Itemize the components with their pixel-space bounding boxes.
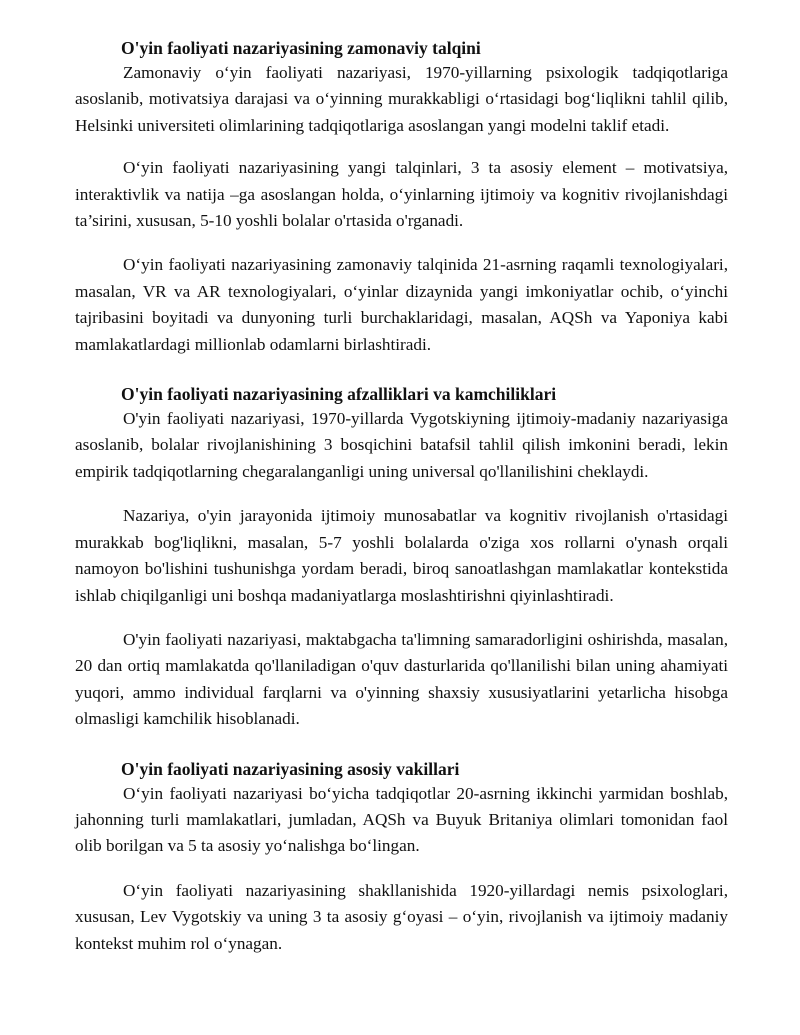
paragraph: O‘yin faoliyati nazariyasining yangi talqinlari, 3 ta asosiy element – motivatsiya, interaktivlik va natija –ga asoslangan holda, o‘yinlarning ijtimoiy va kognitiv rivojlanishdagi ta’sirini, xususan, 5-10 yoshli bolalar o'rtasida o'rganadi.	[75, 158, 728, 231]
paragraph: O'yin faoliyati nazariyasi, maktabgacha ta'limning samaradorligini oshirishda, masalan, 20 dan ortiq mamlakatda qo'llaniladigan o'quv dasturlarida qo'llanilishi bilan uning ahamiyati yuqori, ammo individual farqlarni va o'yinning shaxsiy xususiyatlarini yetarlicha hisobga olmasligi kamchilik hisoblanadi.	[75, 629, 728, 729]
paragraph: O'yin faoliyati nazariyasi, 1970-yillarda Vygotskiyning ijtimoiy-madaniy nazariyasiga asoslanib, bolalar rivojlanishining 3 bosqichini batafsil tahlil qilish imkonini beradi, lekin empirik tadqiqotlarning chegaralanganligi uning universal qo'llanilishini cheklaydi.	[75, 409, 728, 481]
paragraph: O‘yin faoliyati nazariyasining zamonaviy talqinida 21-asrning raqamli texnologiyalari, masalan, VR va AR texnologiyalari, o‘yinlar dizaynida yangi imkoniyatlar ochib, o‘yinchi tajribasini boyitadi va dunyoning turli burchaklaridagi, masalan, AQSh va Yaponiya kabi mamlakatlardagi millionlab odamlarni birlashtiradi.	[75, 255, 728, 354]
section-title-main-representatives: O'yin faoliyati nazariyasining asosiy vakillari	[121, 758, 460, 779]
section-title-modern-interpretation: O'yin faoliyati nazariyasining zamonaviy talqini	[121, 38, 481, 58]
paragraph: O‘yin faoliyati nazariyasi bo‘yicha tadqiqotlar 20-asrning ikkinchi yarmidan boshlab, jahonning turli mamlakatlari, jumladan, AQSh va Buyuk Britaniya olimlari tomonidan faol olib borilgan va 5 ta asosiy yo‘nalishga bo‘lingan.	[75, 783, 728, 856]
paragraph: Zamonaviy o‘yin faoliyati nazariyasi, 1970-yillarning psixologik tadqiqotlariga asoslanib, motivatsiya darajasi va o‘yinning murakkabligi o‘rtasidagi bog‘liqlikni tahlil qilib, Helsinki universiteti olimlarining tadqiqotlariga asoslangan yangi modelni taklif etadi.	[75, 63, 728, 135]
paragraph: O‘yin faoliyati nazariyasining shakllanishida 1920-yillardagi nemis psixologlari, xususan, Lev Vygotskiy va uning 3 ta asosiy g‘oyasi – o‘yin, rivojlanish va ijtimoiy madaniy kontekst muhim rol o‘ynagan.	[75, 880, 728, 953]
paragraph: Nazariya, o'yin jarayonida ijtimoiy munosabatlar va kognitiv rivojlanish o'rtasidagi murakkab bog'liqlikni, masalan, 5-7 yoshli bolalarda o'ziga xos rollarni o'ynash orqali namoyon bo'lishini tushunishga yordam beradi, biroq sanoatlashgan mamlakatlar kontekstida ishlab chiqilganligi uni boshqa madaniyatlarga moslashtirishni qiyinlashtiradi.	[75, 506, 728, 605]
section-title-pros-cons: O'yin faoliyati nazariyasining afzalliklari va kamchiliklari	[121, 384, 557, 405]
